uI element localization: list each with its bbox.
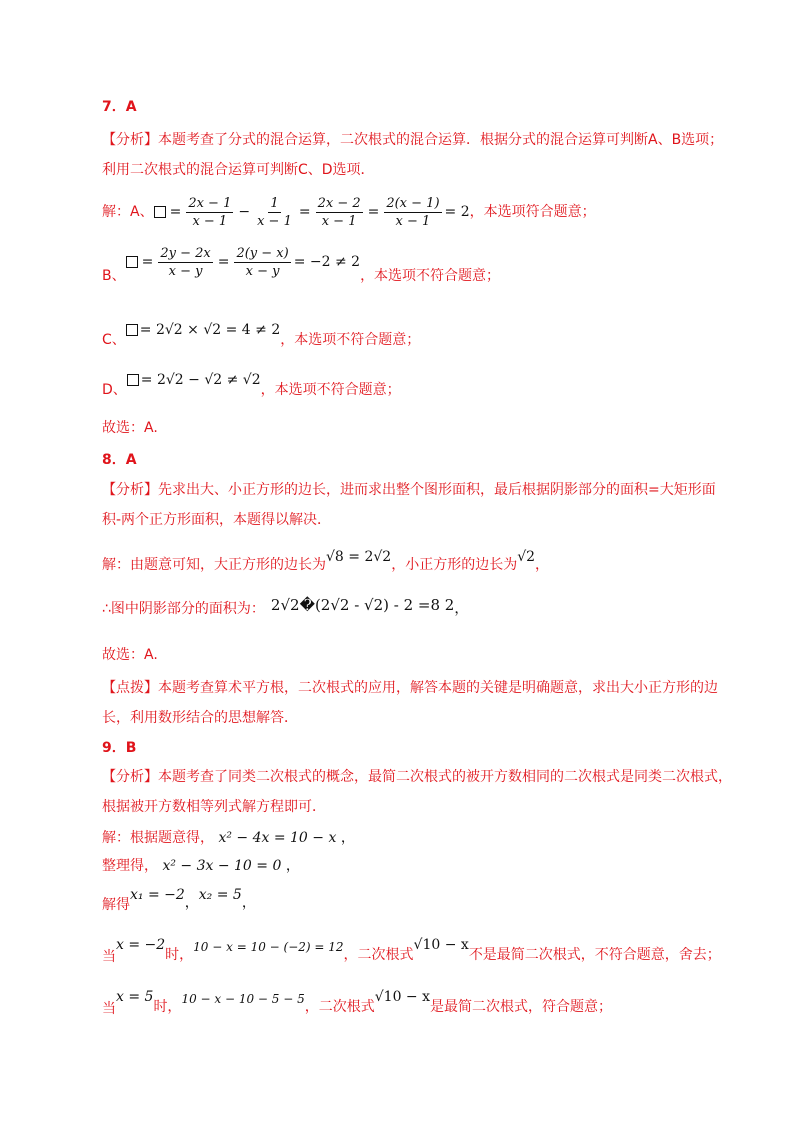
q8-solution-1 [102,548,722,574]
q8-tip-1 [102,678,722,698]
q7-sol-c-prefix: C、 [102,332,126,348]
q9-sol-5-mid: ，二次根式 [304,999,375,1015]
q8-analysis-tag: 【分析】 [102,482,158,498]
q7-analysis-text-1: 本题考查了分式的混合运算，二次根式的混合运算．根据分式的混合运算可判断A、B选项； [158,132,724,148]
q8-header: 8．A [102,452,137,468]
q9-sol-4-mid: ，二次根式 [343,947,414,963]
q9-analysis-text-1: 本题考查了同类二次根式的概念，最简二次根式的被开方数相同的二次根式是同类二次根式， [158,769,732,785]
q9-sol-3-mid: ， [184,895,199,911]
q9-sol-4-time: 时， [165,947,194,963]
q7-b-math: = $\frac{2y - 2x}{x - y}$ = $\frac{2(y - x)}{x - y}$ = −2 ≠ 2 [126,245,360,280]
q9-sol-1-suffix: ， [340,830,355,846]
q7-sol-c-suffix: ，本选项不符合题意； [280,332,421,348]
q7-a-frac-3: $\frac{2x - 2}{x - 1}$ [317,195,361,229]
q7-c-math: = 2√2 × √2 = 4 ≠ 2 [139,322,281,338]
q8-sol-1-math-1: √8 = 2√2 [326,549,392,565]
q7-sol-b-prefix: B、 [102,268,126,284]
q9-solution-2 [102,856,722,876]
q9-sol-4-math-2: 10 − x = 10 − (−2) = 12 [193,940,344,954]
q7-b-frac-2: $\frac{2(y - x)}{x - y}$ [236,245,289,279]
q9-sol-5-math-3: √10 − x [374,989,431,1005]
blank-box-icon [154,206,166,218]
q9-sol-4-when: 当 [102,949,116,965]
q7-analysis-tag: 【分析】 [102,132,158,148]
q8-sol-1-prefix: 解：由题意可知，大正方形的边长为 [102,557,326,573]
q9-sol-1-math: x² − 4x = 10 − x [218,830,337,846]
q9-sol-2-math: x² − 3x − 10 = 0 [162,858,282,874]
blank-box-icon [126,324,138,336]
q7-b-frac-1: $\frac{2y - 2x}{x - y}$ [160,245,211,279]
q7-analysis-2: 利用二次根式的混合运算可判断C、D选项． [102,162,375,178]
q8-analysis-text-1: 先求出大、小正方形的边长，进而求出整个图形面积，最后根据阴影部分的面积=大矩形面 [158,482,716,498]
q8-tip-text-1: 本题考查算术平方根，二次根式的应用，解答本题的关键是明确题意，求出大小正方形的边 [158,680,718,696]
q7-solution-b [102,245,722,283]
q9-solution-1 [102,828,722,848]
q9-sol-4-math-3: √10 − x [413,937,469,953]
q8-tip-2: 长，利用数形结合的思想解答． [102,710,298,726]
q9-sol-5-time: 时， [153,999,182,1015]
q9-sol-3-prefix: 解得 [102,897,130,913]
q8-sol-2-suffix: ， [454,601,469,617]
q7-solution-c [102,322,722,346]
q7-sol-d-suffix: ，本选项不符合题意； [260,382,401,398]
q7-d-math: = 2√2 − √2 ≠ √2 [140,372,261,388]
q9-sol-2-suffix: ， [285,858,300,874]
q8-sol-1-math-2: √2 [517,549,536,565]
blank-box-icon [126,256,138,268]
q7-a-frac-1: $\frac{2x - 1}{x - 1}$ [188,195,232,229]
q8-sol-1-mid: ，小正方形的边长为 [391,557,518,573]
q8-sol-2-prefix: ∴图中阴影部分的面积为： [102,601,265,617]
q9-analysis-2: 根据被开方数相等列式解方程即可． [102,799,326,815]
q7-b-result: = −2 ≠ 2 [293,254,361,270]
q8-analysis-2: 积-两个正方形面积，本题得以解决． [102,512,332,528]
q9-sol-5-when: 当 [102,1001,116,1017]
q9-sol-1-prefix: 解：根据题意得， [102,830,214,846]
q7-a-frac-4: $\frac{2(x - 1)}{x - 1}$ [386,195,440,229]
q9-solution-5 [102,990,722,1016]
q8-tip-tag: 【点拨】 [102,680,158,696]
q7-sol-a-prefix: 解：A、 [102,204,154,220]
q9-sol-3-suffix: ， [241,895,256,911]
q7-sol-a-suffix: ，本选项符合题意； [469,204,596,220]
q9-analysis-tag: 【分析】 [102,769,158,785]
blank-box-icon [127,374,139,386]
q7-choice: 故选：A. [102,420,158,436]
q7-analysis-1 [102,130,722,150]
q9-sol-2-prefix: 整理得， [102,858,158,874]
q9-analysis-1 [102,767,732,787]
q8-choice: 故选：A. [102,647,158,663]
q9-sol-5-math-2: 10 − x − 10 − 5 − 5 [181,992,305,1006]
q9-sol-3-math-1: x₁ = −2 [130,887,185,903]
q8-analysis-1 [102,480,722,500]
q9-solution-3 [102,886,722,912]
q7-solution-d [102,372,722,396]
q9-sol-5-suffix: 是最简二次根式，符合题意； [430,999,613,1015]
q8-sol-1-suffix: ， [535,557,550,573]
q7-sol-b-suffix: ，本选项不符合题意； [360,268,501,284]
q7-a-frac-2: $\frac{1}{x - 1}$ [257,195,292,229]
q7-a-result: = 2 [444,204,470,220]
q8-sol-2-math: 2√2�(2√2 - √2) - 2 =8 2 [270,596,455,614]
q9-sol-5-math-1: x = 5 [116,989,154,1005]
q8-solution-2 [102,592,722,618]
q7-header: 7．A [102,99,137,115]
q9-sol-4-math-1: x = −2 [116,937,166,953]
q7-solution-a: 解：A、 = $\frac{2x - 1}{x - 1}$ − $\frac{1}{x - 1}$ = $\frac{2x - 2}{x - 1}$ = $\frac{2(x - 1)}{x - 1}$ = 2 ，本选项符合题意； [102,195,596,229]
q9-sol-4-suffix: 不是最简二次根式，不符合题意，舍去； [468,947,721,963]
q9-solution-4 [102,938,722,964]
q9-header: 9．B [102,740,137,756]
q9-sol-3-math-2: x₂ = 5 [198,887,242,903]
q7-sol-d-prefix: D、 [102,382,127,398]
